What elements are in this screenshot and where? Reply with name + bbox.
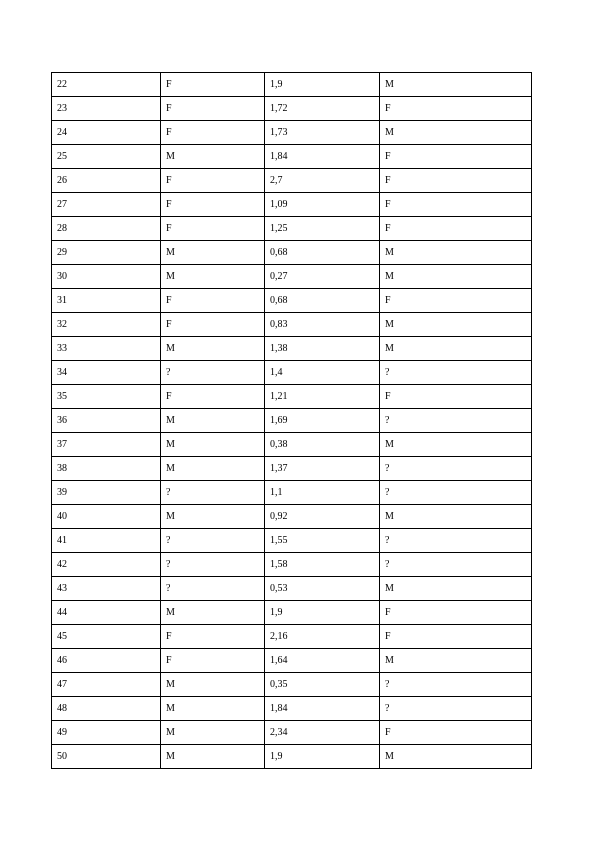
- table-cell: F: [380, 97, 532, 121]
- table-cell: 35: [52, 385, 161, 409]
- table-cell: F: [380, 625, 532, 649]
- table-cell: 30: [52, 265, 161, 289]
- table-cell: 48: [52, 697, 161, 721]
- table-cell: ?: [380, 457, 532, 481]
- table-row: [52, 217, 532, 241]
- table-cell: M: [380, 313, 532, 337]
- data-table: [51, 72, 532, 769]
- table-cell: F: [161, 625, 265, 649]
- table-cell: 49: [52, 721, 161, 745]
- table-cell: 1,69: [265, 409, 380, 433]
- table-cell: 42: [52, 553, 161, 577]
- table-cell: 39: [52, 481, 161, 505]
- table-cell: ?: [161, 481, 265, 505]
- table-cell: 31: [52, 289, 161, 313]
- table-cell: 46: [52, 649, 161, 673]
- table-cell: 1,58: [265, 553, 380, 577]
- table-cell: F: [380, 721, 532, 745]
- table-row: [52, 505, 532, 529]
- table-cell: 0,92: [265, 505, 380, 529]
- table-cell: M: [161, 337, 265, 361]
- table-cell: 47: [52, 673, 161, 697]
- table-cell: F: [380, 289, 532, 313]
- table-row: [52, 241, 532, 265]
- table-cell: 27: [52, 193, 161, 217]
- table-cell: 41: [52, 529, 161, 553]
- table-cell: 2,7: [265, 169, 380, 193]
- table-cell: 44: [52, 601, 161, 625]
- table-cell: M: [161, 697, 265, 721]
- table-cell: ?: [161, 361, 265, 385]
- table-cell: 1,84: [265, 145, 380, 169]
- table-cell: 36: [52, 409, 161, 433]
- table-cell: M: [161, 601, 265, 625]
- table-row: [52, 697, 532, 721]
- table-cell: 24: [52, 121, 161, 145]
- table-cell: F: [380, 385, 532, 409]
- table-cell: 34: [52, 361, 161, 385]
- table-row: [52, 457, 532, 481]
- table-cell: F: [161, 97, 265, 121]
- table-row: [52, 361, 532, 385]
- table-row: [52, 577, 532, 601]
- table-cell: ?: [380, 529, 532, 553]
- table-row: [52, 121, 532, 145]
- table-cell: 37: [52, 433, 161, 457]
- table-cell: 1,73: [265, 121, 380, 145]
- table-cell: M: [161, 433, 265, 457]
- table-cell: F: [161, 193, 265, 217]
- table-cell: F: [161, 217, 265, 241]
- table-row: [52, 169, 532, 193]
- table-cell: 1,55: [265, 529, 380, 553]
- table-cell: M: [161, 745, 265, 769]
- table-cell: F: [380, 169, 532, 193]
- table-cell: 1,4: [265, 361, 380, 385]
- table-cell: ?: [380, 553, 532, 577]
- table-cell: ?: [380, 361, 532, 385]
- table-cell: F: [161, 313, 265, 337]
- table-cell: ?: [380, 409, 532, 433]
- table-row: [52, 193, 532, 217]
- table-cell: 0,27: [265, 265, 380, 289]
- table-cell: 26: [52, 169, 161, 193]
- table-cell: F: [161, 121, 265, 145]
- table-cell: 1,72: [265, 97, 380, 121]
- table-body: [52, 73, 532, 769]
- table-cell: ?: [380, 481, 532, 505]
- table-cell: M: [161, 145, 265, 169]
- table-cell: 22: [52, 73, 161, 97]
- table-cell: 25: [52, 145, 161, 169]
- table-cell: M: [380, 433, 532, 457]
- table-cell: 28: [52, 217, 161, 241]
- table-cell: 32: [52, 313, 161, 337]
- table-row: [52, 745, 532, 769]
- table-row: [52, 721, 532, 745]
- table-row: [52, 625, 532, 649]
- table-cell: M: [380, 121, 532, 145]
- table-row: [52, 433, 532, 457]
- table-cell: 1,25: [265, 217, 380, 241]
- table-cell: M: [161, 265, 265, 289]
- table-cell: 1,9: [265, 601, 380, 625]
- table-row: [52, 385, 532, 409]
- table-cell: 38: [52, 457, 161, 481]
- table-cell: 1,37: [265, 457, 380, 481]
- table-row: [52, 673, 532, 697]
- table-cell: 43: [52, 577, 161, 601]
- table-cell: 0,53: [265, 577, 380, 601]
- table-cell: 1,21: [265, 385, 380, 409]
- table-cell: 1,1: [265, 481, 380, 505]
- table-cell: ?: [380, 697, 532, 721]
- table-cell: M: [161, 241, 265, 265]
- table-cell: 23: [52, 97, 161, 121]
- table-cell: F: [380, 601, 532, 625]
- table-cell: M: [380, 745, 532, 769]
- table-cell: 1,64: [265, 649, 380, 673]
- table-cell: M: [380, 337, 532, 361]
- table-cell: M: [380, 241, 532, 265]
- table-cell: ?: [161, 577, 265, 601]
- table-cell: 1,9: [265, 745, 380, 769]
- table-cell: M: [380, 577, 532, 601]
- table-cell: F: [161, 289, 265, 313]
- table-cell: F: [380, 193, 532, 217]
- table-cell: M: [380, 505, 532, 529]
- table-row: [52, 337, 532, 361]
- table-cell: F: [161, 385, 265, 409]
- table-cell: M: [380, 649, 532, 673]
- table-cell: ?: [380, 673, 532, 697]
- table-cell: ?: [161, 529, 265, 553]
- table-cell: 45: [52, 625, 161, 649]
- table-cell: M: [161, 505, 265, 529]
- table-row: [52, 529, 532, 553]
- table-cell: F: [161, 649, 265, 673]
- table-cell: M: [380, 73, 532, 97]
- table-row: [52, 553, 532, 577]
- table-cell: 1,09: [265, 193, 380, 217]
- table-cell: 2,16: [265, 625, 380, 649]
- table-cell: F: [380, 217, 532, 241]
- table-row: [52, 289, 532, 313]
- table-cell: F: [380, 145, 532, 169]
- table-cell: 0,38: [265, 433, 380, 457]
- table-cell: 29: [52, 241, 161, 265]
- table-cell: 2,34: [265, 721, 380, 745]
- table-cell: 50: [52, 745, 161, 769]
- table-cell: 0,68: [265, 289, 380, 313]
- table-cell: F: [161, 169, 265, 193]
- table-row: [52, 313, 532, 337]
- table-cell: 1,9: [265, 73, 380, 97]
- table-cell: 1,84: [265, 697, 380, 721]
- table-row: [52, 481, 532, 505]
- table-cell: F: [161, 73, 265, 97]
- table-cell: 1,38: [265, 337, 380, 361]
- table-row: [52, 265, 532, 289]
- table-cell: M: [380, 265, 532, 289]
- table-cell: 0,68: [265, 241, 380, 265]
- table-cell: 0,35: [265, 673, 380, 697]
- table-row: [52, 97, 532, 121]
- table-cell: ?: [161, 553, 265, 577]
- table-cell: M: [161, 721, 265, 745]
- table-row: [52, 73, 532, 97]
- table-cell: M: [161, 457, 265, 481]
- table-cell: 33: [52, 337, 161, 361]
- table-row: [52, 409, 532, 433]
- table-row: [52, 649, 532, 673]
- table-row: [52, 601, 532, 625]
- table-cell: M: [161, 409, 265, 433]
- table-cell: 40: [52, 505, 161, 529]
- table-cell: 0,83: [265, 313, 380, 337]
- table-cell: M: [161, 673, 265, 697]
- table-row: [52, 145, 532, 169]
